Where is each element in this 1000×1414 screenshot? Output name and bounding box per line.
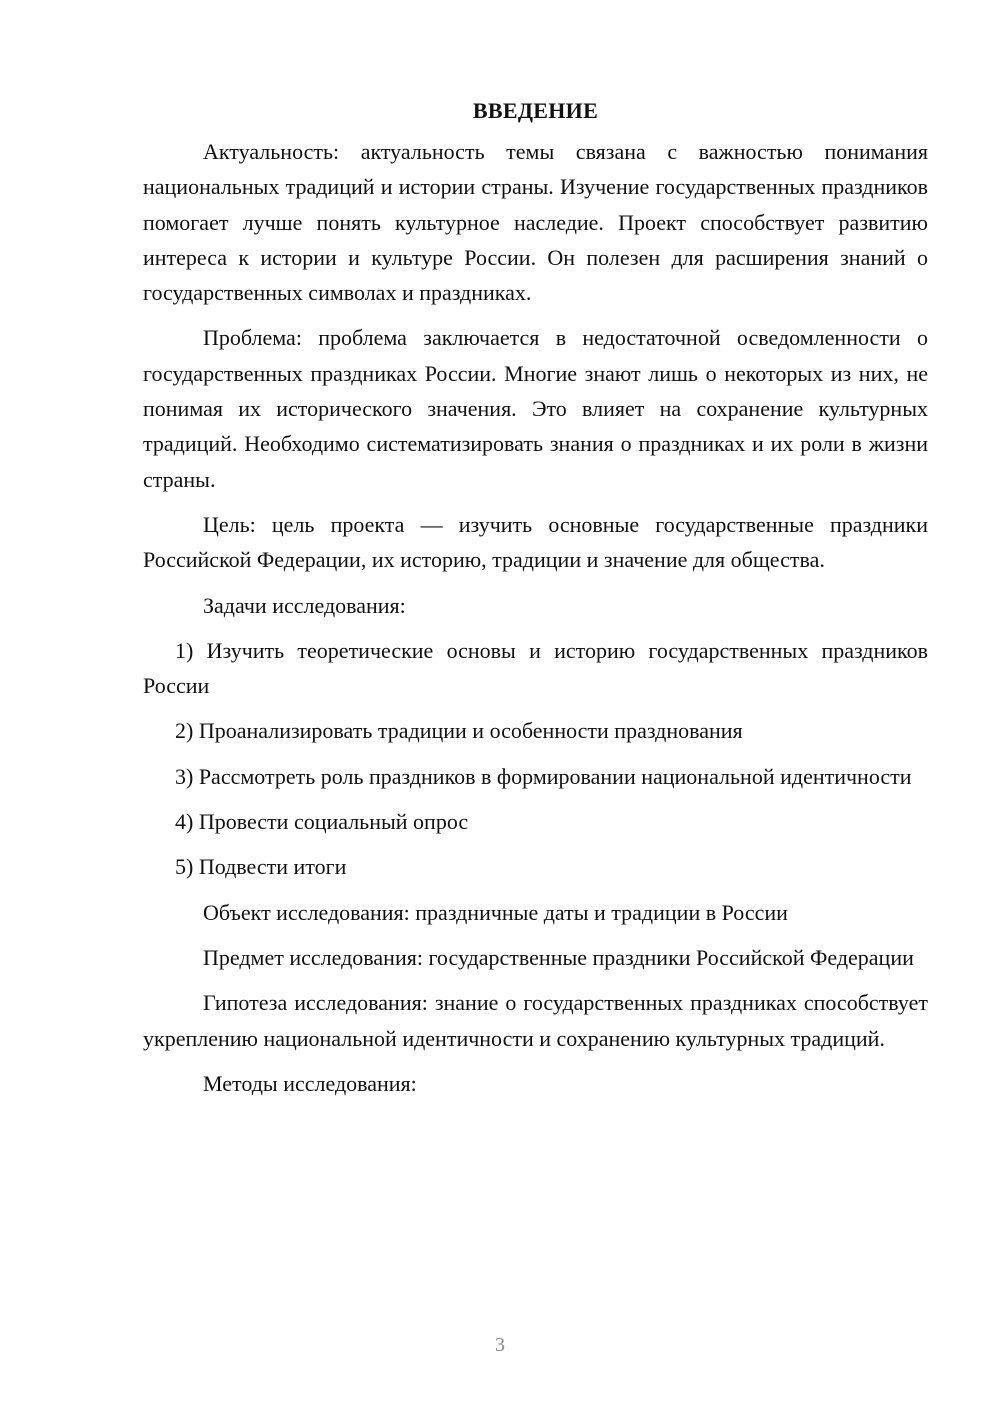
- section-heading: ВВЕДЕНИЕ: [472, 98, 599, 123]
- paragraph-methods: Методы исследования:: [203, 1070, 417, 1096]
- task-item-1: 1) Изучить теоретические основы и историю государственных праздников России: [143, 637, 928, 699]
- task-item-3: 3) Рассмотреть роль праздников в формировании национальной идентичности: [175, 763, 912, 789]
- paragraph-problem: Проблема: проблема заключается в недостаточной осведомленности о государственных праздниках России. Многие знают лишь о некоторых из них, не понимая их исторического значения. Это влияет на сохранение культурных традиций. Необходимо систематизировать знания о праздниках и их роли в жизни страны.: [143, 325, 928, 492]
- paragraph-relevance: Актуальность: актуальность темы связана с важностью понимания национальных традиций и истории страны. Изучение государственных праздников помогает лучше понять культурное наследие. Проект способствует развитию интереса к истории и культуре России. Он полезен для расширения знаний о государственных символах и праздниках.: [143, 139, 928, 306]
- task-item-2: 2) Проанализировать традиции и особенности празднования: [175, 718, 743, 744]
- paragraph-hypothesis: Гипотеза исследования: знание о государственных праздниках способствует укреплению национальной идентичности и сохранению культурных традиций.: [143, 990, 928, 1051]
- task-item-4: 4) Провести социальный опрос: [175, 809, 469, 835]
- paragraph-subject: Предмет исследования: государственные праздники Российской Федерации: [203, 944, 914, 970]
- paragraph-object: Объект исследования: праздничные даты и традиции в России: [203, 899, 788, 925]
- task-item-5: 5) Подвести итоги: [175, 854, 347, 880]
- paragraph-goal: Цель: цель проекта — изучить основные государственные праздники Российской Федерации, их историю, традиции и значение для общества.: [143, 511, 928, 573]
- page-content: [143, 96, 928, 1101]
- page-number: 3: [495, 1334, 505, 1356]
- paragraph-tasks-intro: Задачи исследования:: [203, 592, 406, 618]
